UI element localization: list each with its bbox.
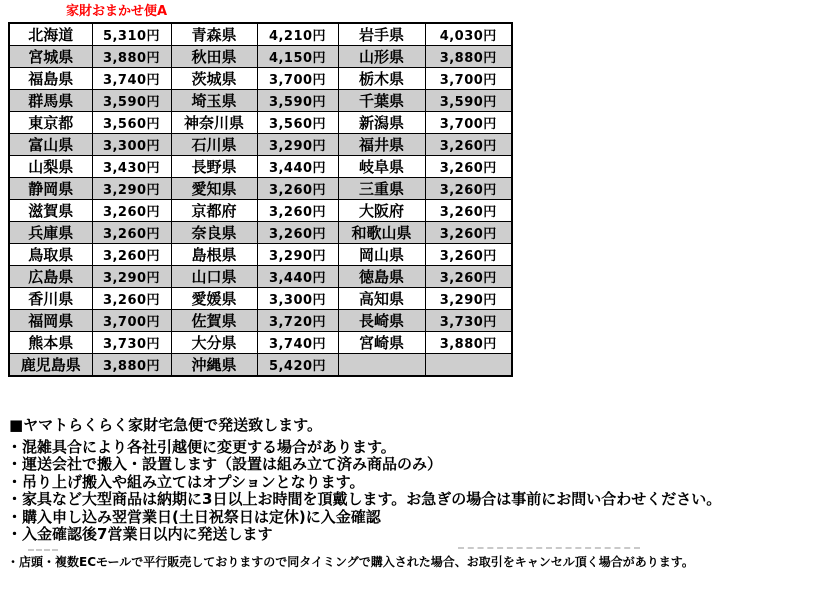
price-cell: 3,700円 (92, 310, 171, 332)
price-cell: 3,260円 (92, 222, 171, 244)
price-cell: 3,740円 (92, 68, 171, 90)
price-cell: 3,590円 (425, 90, 512, 112)
prefecture-cell: 京都府 (171, 200, 257, 222)
prefecture-cell: 石川県 (171, 134, 257, 156)
price-cell: 3,880円 (92, 46, 171, 68)
table-row (9, 23, 512, 46)
shipping-fee-table (8, 22, 513, 377)
prefecture-cell: 青森県 (171, 23, 257, 46)
note-bullet: ・購入申し込み翌営業日(土日祝祭日は定休)に入金確認 (7, 507, 381, 526)
price-cell: 3,720円 (257, 310, 338, 332)
prefecture-cell: 三重県 (338, 178, 425, 200)
table-row (9, 68, 512, 90)
prefecture-cell: 長崎県 (338, 310, 425, 332)
note-bullet: ・混雑具合により各社引越便に変更する場合があります。 (7, 438, 396, 456)
price-cell: 3,260円 (92, 288, 171, 310)
prefecture-cell: 岐阜県 (338, 156, 425, 178)
scan-artifact (28, 549, 58, 551)
prefecture-cell: 福島県 (9, 68, 92, 90)
price-cell: 3,260円 (92, 244, 171, 266)
price-cell: 3,300円 (92, 134, 171, 156)
disclaimer-text: ・店頭・複数ECモールで平行販売しておりますので同タイミングで購入された場合、お取引をキャンセル頂く場合があります。 (7, 555, 694, 569)
prefecture-cell: 岡山県 (338, 244, 425, 266)
prefecture-cell: 和歌山県 (338, 222, 425, 244)
note-bullet: ・吊り上げ搬入や組み立てはオプションとなります。 (7, 472, 365, 491)
table-row (9, 134, 512, 156)
table-row (9, 244, 512, 266)
table-row (9, 46, 512, 68)
price-cell: 5,420円 (257, 354, 338, 377)
price-cell: 3,440円 (257, 266, 338, 288)
price-cell: 3,880円 (425, 332, 512, 354)
prefecture-cell: 鹿児島県 (9, 354, 92, 377)
prefecture-cell: 神奈川県 (171, 112, 257, 134)
price-cell: 3,260円 (92, 200, 171, 222)
price-cell: 4,210円 (257, 23, 338, 46)
price-cell: 3,260円 (257, 222, 338, 244)
prefecture-cell: 大分県 (171, 332, 257, 354)
price-cell: 3,700円 (425, 112, 512, 134)
price-cell: 3,730円 (425, 310, 512, 332)
price-cell: 3,700円 (425, 68, 512, 90)
table-row (9, 310, 512, 332)
prefecture-cell: 栃木県 (338, 68, 425, 90)
prefecture-cell: 東京都 (9, 112, 92, 134)
prefecture-cell: 新潟県 (338, 112, 425, 134)
prefecture-cell: 佐賀県 (171, 310, 257, 332)
prefecture-cell: 茨城県 (171, 68, 257, 90)
note-bullet: ・入金確認後7営業日以内に発送します (7, 525, 273, 544)
prefecture-cell: 兵庫県 (9, 222, 92, 244)
price-cell: 3,740円 (257, 332, 338, 354)
table-row (9, 222, 512, 244)
prefecture-cell: 愛知県 (171, 178, 257, 200)
price-cell: 3,290円 (92, 178, 171, 200)
table-row (9, 354, 512, 377)
price-cell: 3,260円 (425, 178, 512, 200)
note-bullet: ・運送会社で搬入・設置します（設置は組み立て済み商品のみ） (7, 455, 443, 474)
table-row (9, 90, 512, 112)
price-cell: 3,880円 (425, 46, 512, 68)
price-cell: 3,300円 (257, 288, 338, 310)
prefecture-cell: 福岡県 (9, 310, 92, 332)
prefecture-cell: 大阪府 (338, 200, 425, 222)
prefecture-cell: 福井県 (338, 134, 425, 156)
scan-artifact (458, 547, 640, 549)
prefecture-cell: 高知県 (338, 288, 425, 310)
table-row (9, 200, 512, 222)
prefecture-cell: 静岡県 (9, 178, 92, 200)
fee-table-body (9, 23, 512, 376)
prefecture-cell: 長野県 (171, 156, 257, 178)
price-cell: 3,440円 (257, 156, 338, 178)
price-cell: 3,590円 (257, 90, 338, 112)
price-cell: 3,880円 (92, 354, 171, 377)
price-cell: 3,260円 (257, 178, 338, 200)
notes-list (7, 439, 721, 543)
price-cell: 4,150円 (257, 46, 338, 68)
prefecture-cell: 香川県 (9, 288, 92, 310)
prefecture-cell: 山梨県 (9, 156, 92, 178)
price-cell: 5,310円 (92, 23, 171, 46)
price-cell: 3,260円 (425, 156, 512, 178)
table-row (9, 112, 512, 134)
table-row (9, 266, 512, 288)
prefecture-cell (338, 354, 425, 377)
price-cell: 3,260円 (425, 266, 512, 288)
prefecture-cell: 群馬県 (9, 90, 92, 112)
prefecture-cell: 岩手県 (338, 23, 425, 46)
price-cell (425, 354, 512, 377)
price-cell: 3,700円 (257, 68, 338, 90)
prefecture-cell: 沖縄県 (171, 354, 257, 377)
prefecture-cell: 愛媛県 (171, 288, 257, 310)
note-bullet: ・家具など大型商品は納期に3日以上お時間を頂戴します。お急ぎの場合は事前にお問い合わせください。 (7, 490, 722, 509)
prefecture-cell: 千葉県 (338, 90, 425, 112)
price-cell: 3,260円 (257, 200, 338, 222)
price-cell: 3,560円 (92, 112, 171, 134)
prefecture-cell: 埼玉県 (171, 90, 257, 112)
prefecture-cell: 北海道 (9, 23, 92, 46)
table-row (9, 156, 512, 178)
price-cell: 4,030円 (425, 23, 512, 46)
prefecture-cell: 島根県 (171, 244, 257, 266)
price-cell: 3,730円 (92, 332, 171, 354)
price-cell: 3,290円 (92, 266, 171, 288)
prefecture-cell: 滋賀県 (9, 200, 92, 222)
price-cell: 3,260円 (425, 244, 512, 266)
table-title: 家財おまかせ便A (66, 4, 168, 19)
price-cell: 3,290円 (257, 134, 338, 156)
prefecture-cell: 広島県 (9, 266, 92, 288)
table-row (9, 288, 512, 310)
price-cell: 3,290円 (425, 288, 512, 310)
price-cell: 3,590円 (92, 90, 171, 112)
prefecture-cell: 鳥取県 (9, 244, 92, 266)
prefecture-cell: 宮城県 (9, 46, 92, 68)
prefecture-cell: 熊本県 (9, 332, 92, 354)
prefecture-cell: 山形県 (338, 46, 425, 68)
prefecture-cell: 秋田県 (171, 46, 257, 68)
prefecture-cell: 宮崎県 (338, 332, 425, 354)
price-cell: 3,260円 (425, 200, 512, 222)
table-row (9, 178, 512, 200)
shipping-method-heading: ■ヤマトらくらく家財宅急便で発送致します。 (9, 416, 322, 434)
price-cell: 3,430円 (92, 156, 171, 178)
price-cell: 3,290円 (257, 244, 338, 266)
prefecture-cell: 徳島県 (338, 266, 425, 288)
price-cell: 3,260円 (425, 134, 512, 156)
table-row (9, 332, 512, 354)
prefecture-cell: 富山県 (9, 134, 92, 156)
prefecture-cell: 山口県 (171, 266, 257, 288)
prefecture-cell: 奈良県 (171, 222, 257, 244)
price-cell: 3,560円 (257, 112, 338, 134)
price-cell: 3,260円 (425, 222, 512, 244)
